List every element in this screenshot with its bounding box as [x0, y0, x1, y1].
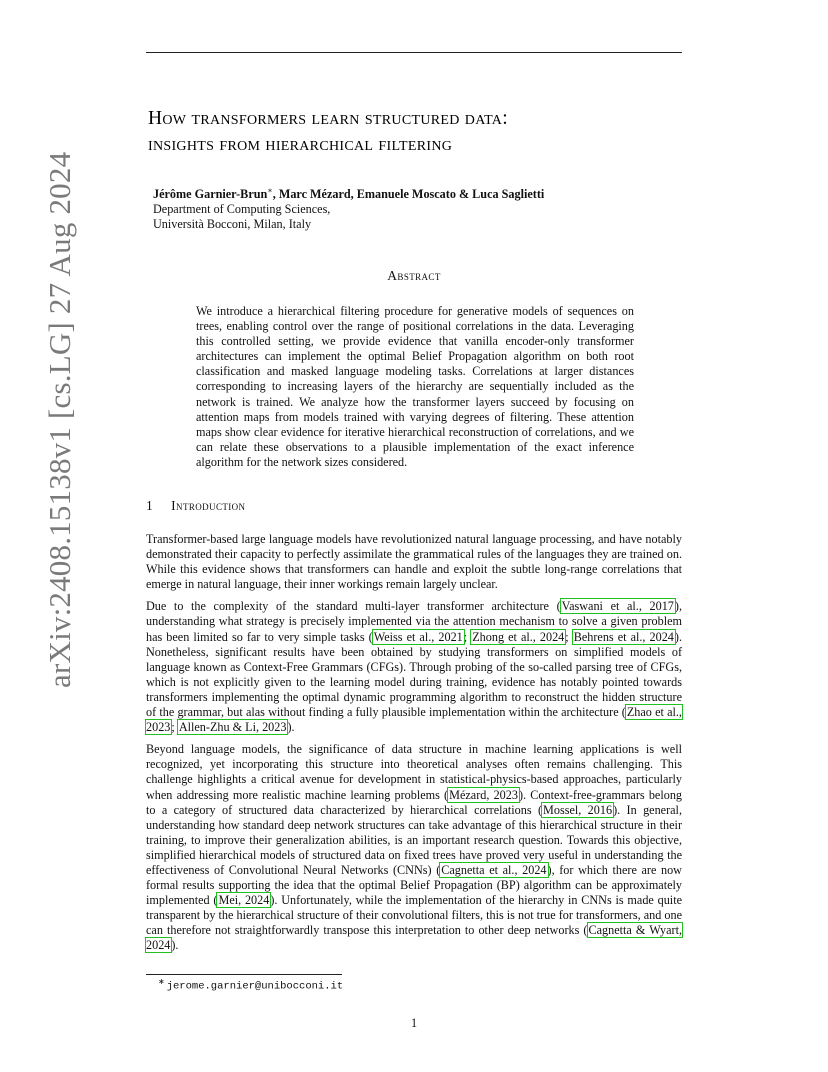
text-run: ;: [171, 720, 178, 735]
paragraph-1: Transformer-based large language models have revolutionized natural language processing, and have notably demonstrated their capacity to perfectly assimilate the grammatical rules of the languages they are trained on. While this evidence shows that transformers can handle and exploit the subtle long-range correlations that emerge in natural language, their inner workings remain largely unclear.: [146, 532, 682, 592]
affiliation-dept: Department of Computing Sciences,: [153, 202, 331, 217]
title-line-1: How transformers learn structured data:: [148, 108, 508, 129]
citation-link[interactable]: Cagnetta et al., 2024: [441, 862, 547, 877]
text-run: ).: [171, 938, 179, 953]
citation-link[interactable]: Mézard, 2023: [449, 787, 518, 802]
footnote-marker: ∗: [158, 977, 165, 986]
text-run: Due to the complexity of the standard multi-layer transformer architecture (: [146, 599, 561, 614]
paper-title: [148, 106, 688, 158]
citation-link[interactable]: Allen-Zhu & Li, 2023: [178, 720, 287, 735]
abstract-heading: Abstract: [387, 268, 441, 283]
section-number: 1: [146, 498, 154, 513]
citation-link[interactable]: Mossel, 2016: [543, 802, 613, 817]
title-line-2: insights from hierarchical filtering: [148, 134, 453, 155]
citation-link[interactable]: Zhong et al., 2024: [472, 629, 565, 644]
citation-link[interactable]: Zhao et al., 2023: [146, 705, 682, 735]
paragraph-2: [146, 599, 682, 735]
author-names: [153, 187, 544, 201]
text-run: ;: [565, 629, 573, 644]
citation-link[interactable]: Vaswani et al., 2017: [561, 599, 674, 614]
text-run: ). Unfortunately, while the implementation of the hierarchy in CNNs is made quite transparent by the hierarchical structure of their convolutional filters, this is not true for transformers, and one can therefore not straightforwardly transpose this interpretation to other deep networks (: [146, 893, 682, 938]
text-run: ).: [287, 720, 295, 735]
footnote: [158, 977, 343, 993]
abstract-text: We introduce a hierarchical filtering procedure for generative models of sequences on trees, enabling control over the range of positional correlations in the data. Leveraging this controlled setting, we provide evidence that vanilla encoder-only transformer architectures can implement the optimal Belief Propagation algorithm on both root classification and masked language modeling tasks. Correlations at larger distances corresponding to increasing layers of the hierarchy are sequentially included as the network is trained. We analyze how the transformer layers succeed by focusing on attention maps from models trained with varying degrees of filtering. These attention maps show clear evidence for iterative hierarchical reconstruction of correlations, and we can relate these observations to a plausible implementation of the exact inference algorithm for the network sizes considered.: [196, 304, 634, 469]
text-run: ). In general, understanding how standard deep network structures can take advantage of this hierarchical structure in their training, to improve their generalization abilities, is an important research question. Towards this objective, simplified hierarchical models of structured data on fixed trees have proved very useful in understanding the effectiveness of Convolutional Neural Networks (CNNs) (: [146, 802, 682, 877]
citation-link[interactable]: Cagnetta & Wyart, 2024: [146, 923, 682, 953]
citation-link[interactable]: Behrens et al., 2024: [573, 629, 674, 644]
text-run: ). Context-free-grammars belong to a category of structured data characterized by hierarchical correlations (: [146, 787, 683, 817]
affiliation-univ: Università Bocconi, Milan, Italy: [153, 217, 312, 232]
footnote-mark[interactable]: ∗: [267, 186, 273, 195]
section-title: Introduction: [171, 498, 246, 513]
text-run: ), understanding what strategy is precisely implemented via the attention mechanism to solve a given problem has been limited so far to very simple tasks (: [146, 599, 682, 644]
citation-link[interactable]: Weiss et al., 2021: [373, 629, 463, 644]
text-run: ;: [463, 629, 472, 644]
footnote-rule: [146, 974, 342, 975]
text-run: Beyond language models, the significance of data structure in machine learning applications is well recognized, yet incorporating this structure into theoretical analyses often remains challenging. This challenge highlights a critical avenue for development in statistical-physics-based approaches, particularly when addressing more realistic machine learning problems (: [146, 742, 682, 802]
section-heading: [146, 498, 245, 514]
section-body: [146, 532, 682, 961]
text-run: ). Nonetheless, significant results have been obtained by studying transformers on simplified models of language known as Context-Free Grammars (CFGs). Through probing of the so-called parsing tree of CFGs, which is not explicitly given to the learning model during training, evidence has notably pointed towards transformers implementing the optimal dynamic programming algorithm to reconstruct the hidden structure of the grammar, but alas without finding a fully plausible implementation within the architecture (: [146, 629, 683, 720]
paragraph-3: [146, 742, 682, 953]
first-author: Jérôme Garnier-Brun: [153, 187, 268, 202]
arxiv-stamp[interactable]: arXiv:2408.15138v1 [cs.LG] 27 Aug 2024: [42, 151, 77, 688]
author-block: [153, 183, 673, 232]
page-number: 1: [410, 1016, 418, 1030]
other-authors: , Marc Mézard, Emanuele Moscato & Luca Saglietti: [272, 187, 545, 202]
header-rule: [146, 52, 682, 53]
text-run: ), for which there are now formal results supporting the idea that the optimal Belief Propagation (BP) algorithm can be approximately implemented (: [146, 862, 682, 908]
citation-link[interactable]: Mei, 2024: [218, 893, 270, 908]
footnote-email[interactable]: jerome.garnier@unibocconi.it: [166, 980, 344, 993]
